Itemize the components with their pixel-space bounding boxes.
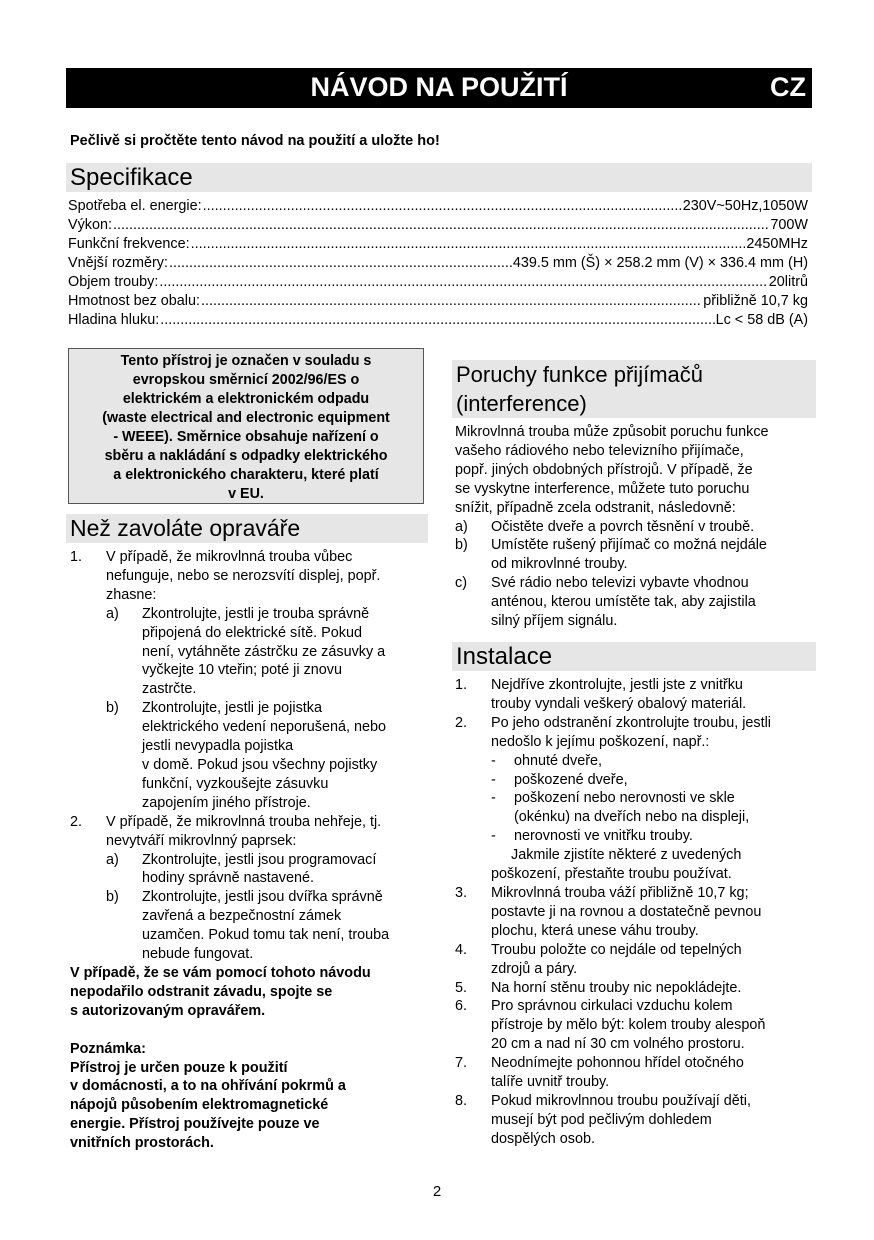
- item-text-content: Umístěte rušený přijímač co možná nejdále od mikrovlnné trouby.: [491, 537, 767, 573]
- item-text: [491, 518, 754, 537]
- intro-text: Pečlivě si pročtěte tento návod na použití a uložte ho!: [70, 133, 440, 149]
- item-text: [142, 605, 385, 700]
- spec-label: Výkon:: [68, 217, 112, 233]
- list-item: [455, 714, 815, 884]
- spec-value: 439.5 mm (Š) × 258.2 mm (V) × 336.4 mm (H): [512, 255, 808, 271]
- dash-bullet: -: [491, 752, 496, 769]
- spec-label: Funkční frekvence:: [68, 236, 190, 252]
- dot-leader: [191, 235, 746, 254]
- spec-heading: Specifikace: [66, 163, 812, 192]
- dash-text: ohnuté dveře,: [514, 752, 603, 769]
- language-code: CZ: [770, 72, 806, 102]
- list-item: [455, 676, 815, 714]
- spec-row: [68, 292, 808, 311]
- item-text: [106, 813, 389, 964]
- dot-leader: [203, 197, 682, 216]
- spec-label: Objem trouby:: [68, 274, 159, 290]
- install-heading: Instalace: [452, 642, 816, 671]
- spec-row: [68, 254, 808, 273]
- spec-value: 230V~50Hz,1050W: [682, 198, 808, 214]
- sub-item: [106, 605, 386, 700]
- spec-value: 20litrů: [768, 274, 808, 290]
- interference-text: Mikrovlnná trouba může způsobit poruchu funkce vašeho rádiového nebo televizního přijímače, popř. jiných obdobných přístrojů. V případě, že se vyskytne interference, můžete tuto poruchu snížit, případně zcela odstranit, následovně:: [455, 424, 769, 516]
- title-bar: [66, 68, 812, 108]
- spec-table: [68, 197, 808, 330]
- item-number: 7.: [455, 1055, 468, 1072]
- item-text-content: Zkontrolujte, jestli jsou programovací hodiny správně nastavené.: [142, 851, 377, 887]
- item-text: [491, 536, 767, 574]
- list-item: [455, 997, 815, 1054]
- dash-text: nerovnosti ve vnitřku trouby.: [514, 828, 693, 845]
- item-number: b): [106, 889, 119, 906]
- dash-bullet: -: [491, 790, 496, 807]
- item-number: 6.: [455, 998, 468, 1015]
- page-number: 2: [432, 1183, 442, 1200]
- item-text-content: Zkontrolujte, jestli je pojistka elektrického vedení neporušená, nebo jestli nevypadla pojistka v domě. Pokud jsou všechny pojistky funkční, vyzkoušejte zásuvku zapojením jiného přístroje.: [142, 700, 387, 811]
- dot-leader: [113, 216, 769, 235]
- sub-item: [106, 699, 386, 812]
- dash-bullet: -: [491, 771, 496, 788]
- dash-item: [491, 827, 771, 846]
- item-number: b): [106, 700, 119, 717]
- spec-label: Hmotnost bez obalu:: [68, 293, 200, 309]
- spec-value: 2450MHz: [746, 236, 808, 252]
- item-text-content: Troubu položte co nejdále od tepelných zdrojů a páry.: [491, 941, 742, 977]
- list-item: [455, 574, 815, 631]
- item-text: [491, 884, 761, 941]
- spec-row: [68, 235, 808, 254]
- item-text: [491, 1054, 744, 1092]
- repair-list: [70, 548, 430, 1153]
- item-text: [142, 888, 389, 964]
- spec-row: [68, 273, 808, 292]
- item-number: 5.: [455, 979, 468, 996]
- item-text-content: Nejdříve zkontrolujte, jestli jste z vnitřku trouby vyndali veškerý obalový materiál.: [491, 677, 747, 712]
- sub-item: [106, 888, 389, 964]
- list-item: [455, 536, 815, 574]
- sub-item: [106, 851, 389, 889]
- item-text-content: Pokud mikrovlnnou troubu používají děti, musejí být pod pečlivým dohledem dospělých osob.: [491, 1092, 751, 1147]
- item-text-content: Na horní stěnu trouby nic nepokládejte.: [491, 979, 742, 996]
- item-text: [491, 941, 742, 979]
- repair-heading: Než zavoláte opraváře: [66, 514, 428, 543]
- dash-item: [491, 752, 771, 771]
- item-text-content: Mikrovlnná trouba váží přibližně 10,7 kg; postavte ji na rovnou a dostatečně pevnou plochu, která unese váhu trouby.: [491, 884, 762, 939]
- item-text-content: Zkontrolujte, jestli je trouba správně připojená do elektrické sítě. Pokud není, vytáhněte zástrčku ze zásuvky a vyčkejte 10 vteřin; poté ji znovu zastrčte.: [142, 605, 386, 698]
- page-title: NÁVOD NA POUŽITÍ: [310, 72, 568, 102]
- item-after: Jakmile zjistíte některé z uvedených poškození, přestaňte troubu používat.: [491, 847, 742, 883]
- dot-leader: [159, 273, 767, 292]
- item-text: [106, 548, 386, 813]
- item-number: 3.: [455, 884, 468, 901]
- note-text: Přístroj je určen pouze k použití v domácnosti, a to na ohřívání pokrmů a nápojů působením elektromagnetické energie. Přístroj používejte pouze ve vnitřních prostorách.: [70, 1059, 346, 1152]
- dot-leader: [160, 311, 714, 330]
- item-number: b): [455, 537, 468, 554]
- spec-row: [68, 311, 808, 330]
- item-text: [491, 979, 741, 998]
- item-number: 8.: [455, 1092, 468, 1109]
- weee-notice: Tento přístroj je označen v souladu s evropskou směrnicí 2002/96/ES o elektrickém a elektronickém odpadu (waste electrical and electronic equipment - WEEE). Směrnice obsahuje nařízení o sběru a nakládání s odpadky elektrického a elektronického charakteru, které platí v EU.: [68, 348, 424, 504]
- spec-row: [68, 197, 808, 216]
- item-number: a): [455, 518, 468, 535]
- item-text: [491, 1092, 751, 1149]
- spec-value: Lc < 58 dB (A): [715, 312, 808, 328]
- item-text: [142, 699, 386, 812]
- dot-leader: [201, 292, 702, 311]
- spacer: [70, 1021, 430, 1040]
- item-text-content: Pro správnou cirkulaci vzduchu kolem přístroje by mělo být: kolem trouby alespoň 20 cm a nad ní 30 cm volného prostoru.: [491, 998, 766, 1053]
- dash-item: [491, 771, 771, 790]
- item-text-content: Neodnímejte pohonnou hřídel otočného talíře uvnitř trouby.: [491, 1055, 744, 1091]
- item-text: [491, 676, 746, 714]
- dash-bullet: -: [491, 828, 496, 845]
- spec-value: přibližně 10,7 kg: [703, 293, 808, 309]
- list-item: [70, 813, 430, 964]
- item-text: [142, 851, 376, 889]
- closing-note: V případě, že se vám pomocí tohoto návodu nepodařilo odstranit závadu, spojte se s autorizovaným opravářem.: [70, 964, 371, 1019]
- interference-heading: Poruchy funkce přijímačů (interference): [452, 360, 816, 418]
- list-item: [455, 518, 815, 537]
- list-item: [455, 1092, 815, 1149]
- item-text-content: Po jeho odstranění zkontrolujte troubu, jestli nedošlo k jejímu poškození, např.:: [491, 714, 771, 750]
- spec-label: Vnější rozměry:: [68, 255, 168, 271]
- spec-label: Hladina hluku:: [68, 312, 160, 328]
- list-item: [455, 884, 815, 941]
- item-text-content: Očistěte dveře a povrch těsnění v troubě.: [491, 518, 755, 535]
- item-text-content: V případě, že mikrovlnná trouba nehřeje, tj. nevytváří mikrovlnný paprsek:: [106, 813, 382, 849]
- list-item: [455, 1054, 815, 1092]
- spec-value: 700W: [770, 217, 808, 233]
- item-number: a): [106, 851, 119, 868]
- spec-row: [68, 216, 808, 235]
- list-item: [455, 979, 815, 998]
- list-item: [70, 548, 430, 813]
- item-number: 1.: [70, 549, 83, 565]
- spec-label: Spotřeba el. energie:: [68, 198, 202, 214]
- item-text-content: Své rádio nebo televizi vybavte vhodnou anténou, kterou umístěte tak, aby zajistila silný příjem signálu.: [491, 575, 756, 630]
- dash-text: poškození nebo nerovnosti ve skle (okénku) na dveřích nebo na displeji,: [514, 790, 750, 826]
- item-number: 2.: [455, 714, 468, 731]
- dash-item: [491, 789, 771, 827]
- item-text: [491, 574, 756, 631]
- item-text-content: V případě, že mikrovlnná trouba vůbec nefunguje, nebo se nerozsvítí displej, popř. zhasne:: [106, 549, 381, 603]
- dot-leader: [169, 254, 512, 273]
- item-text: [491, 997, 765, 1054]
- dash-text: poškozené dveře,: [514, 771, 628, 788]
- list-item: [455, 941, 815, 979]
- interference-section: [455, 423, 815, 631]
- item-number: a): [106, 605, 119, 622]
- item-number: 4.: [455, 941, 468, 958]
- item-text: [491, 714, 771, 884]
- item-number: 1.: [455, 677, 468, 693]
- note-title: Poznámka:: [70, 1040, 146, 1057]
- item-text-content: Zkontrolujte, jestli jsou dvířka správně zavřená a bezpečnostní zámek uzamčen. Pokud tomu tak není, trouba nebude fungovat.: [142, 889, 390, 963]
- install-list: [455, 676, 815, 1149]
- item-number: c): [455, 575, 467, 592]
- item-number: 2.: [70, 813, 83, 830]
